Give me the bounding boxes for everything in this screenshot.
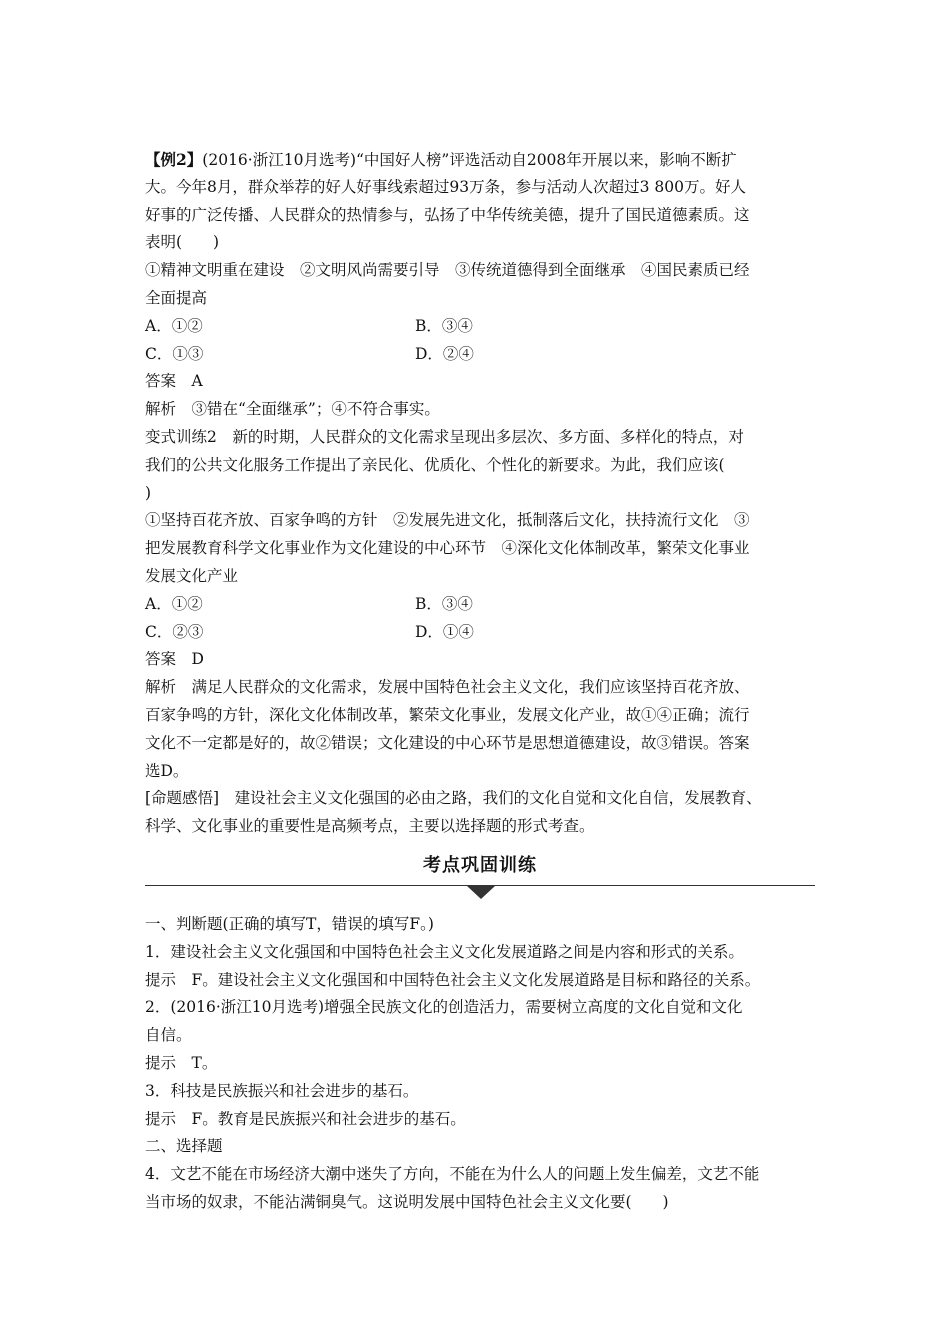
practice-line-3: 提示 F。建设社会主义文化强国和中国特色社会主义文化发展道路是目标和路径的关系。 xyxy=(145,970,761,989)
example2-option-d: D．②④ xyxy=(415,344,474,363)
example2-line-3: 好事的广泛传播、人民群众的热情参与，弘扬了中华传统美德，提升了国民道德素质。这 xyxy=(145,205,750,224)
variant2-line-1: 变式训练2 新的时期，人民群众的文化需求呈现出多层次、多方面、多样化的特点，对 xyxy=(145,427,744,446)
variant2-options-row-2 xyxy=(145,619,815,647)
variant2-analysis-line-3: 文化不一定都是好的，故②错误；文化建设的中心环节是思想道德建设，故③错误。答案 xyxy=(145,733,750,752)
variant2-analysis-line-1: 解析 满足人民群众的文化需求，发展中国特色社会主义文化，我们应该坚持百花齐放、 xyxy=(145,678,750,697)
example2-answer: 答案 A xyxy=(145,372,203,391)
section-down-arrow-icon xyxy=(467,886,495,899)
example2-line-1 xyxy=(145,146,815,174)
section-title: 考点巩固训练 xyxy=(423,854,537,876)
example2-option-c: C．①③ xyxy=(145,344,204,363)
practice-line-10: 4．文艺不能在市场经济大潮中迷失了方向，不能在为什么人的问题上发生偏差，文艺不能 xyxy=(145,1165,760,1184)
example2-line-2: 大。今年8月，群众举荐的好人好事线索超过93万条，参与活动人次超过3 800万。好人 xyxy=(145,177,746,196)
variant2-line-4: ①坚持百花齐放、百家争鸣的方针 ②发展先进文化，抵制落后文化，扶持流行文化 ③ xyxy=(145,511,750,530)
variant2-line-6: 发展文化产业 xyxy=(145,566,239,585)
practice-line-8: 提示 F。教育是民族振兴和社会进步的基石。 xyxy=(145,1109,466,1128)
practice-line-6: 提示 T。 xyxy=(145,1053,218,1072)
section-header xyxy=(145,841,815,899)
example2-option-a: A．①② xyxy=(145,316,203,335)
example2-line-6: 全面提高 xyxy=(145,288,208,307)
practice-line-5: 自信。 xyxy=(145,1026,192,1045)
variant2-line-5: 把发展教育科学文化事业作为文化建设的中心环节 ④深化文化体制改革，繁荣文化事业 xyxy=(145,539,750,558)
variant2-analysis-line-2: 百家争鸣的方针，深化文化体制改革，繁荣文化事业，发展文化产业，故①④正确；流行 xyxy=(145,705,750,724)
practice-line-4: 2．(2016·浙江10月选考)增强全民族文化的创造活力，需要树立高度的文化自觉和文化 xyxy=(145,998,743,1017)
practice-line-7: 3．科技是民族振兴和社会进步的基石。 xyxy=(145,1081,419,1100)
variant2-insight-line-2: 科学、文化事业的重要性是高频考点，主要以选择题的形式考查。 xyxy=(145,817,595,836)
practice-line-2: 1．建设社会主义文化强国和中国特色社会主义文化发展道路之间是内容和形式的关系。 xyxy=(145,942,744,961)
variant2-insight-line-1: [命题感悟] 建设社会主义文化强国的必由之路，我们的文化自觉和文化自信，发展教育、 xyxy=(145,789,762,808)
variant2-option-a: A．①② xyxy=(145,594,203,613)
example2-line-4: 表明( ) xyxy=(145,233,220,252)
variant2-line-2: 我们的公共文化服务工作提出了亲民化、优质化、个性化的新要求。为此，我们应该( xyxy=(145,455,725,474)
example2-options-row-2 xyxy=(145,341,815,369)
variant2-analysis-line-4: 选D。 xyxy=(145,761,189,780)
practice-line-11: 当市场的奴隶，不能沾满铜臭气。这说明发展中国特色社会主义文化要( ) xyxy=(145,1192,669,1211)
example2-options-row-1 xyxy=(145,313,815,341)
example2-option-b: B．③④ xyxy=(415,316,473,335)
example2-analysis: 解析 ③错在“全面继承”；④不符合事实。 xyxy=(145,400,440,419)
example2-tag: 【例2】 xyxy=(145,150,203,169)
variant2-answer: 答案 D xyxy=(145,650,204,669)
variant2-options-row-1 xyxy=(145,591,815,619)
example2-line-5: ①精神文明重在建设 ②文明风尚需要引导 ③传统道德得到全面继承 ④国民素质已经 xyxy=(145,261,750,280)
variant2-line-3: ) xyxy=(145,483,152,502)
document-page xyxy=(145,146,815,1217)
practice-line-1: 一、判断题(正确的填写T，错误的填写F。) xyxy=(145,914,434,933)
variant2-option-d: D．①④ xyxy=(415,622,474,641)
practice-line-9: 二、选择题 xyxy=(145,1137,223,1156)
example2-text: (2016·浙江10月选考)“中国好人榜”评选活动自2008年开展以来，影响不断扩 xyxy=(202,151,737,169)
variant2-option-c: C．②③ xyxy=(145,622,204,641)
variant2-option-b: B．③④ xyxy=(415,594,473,613)
